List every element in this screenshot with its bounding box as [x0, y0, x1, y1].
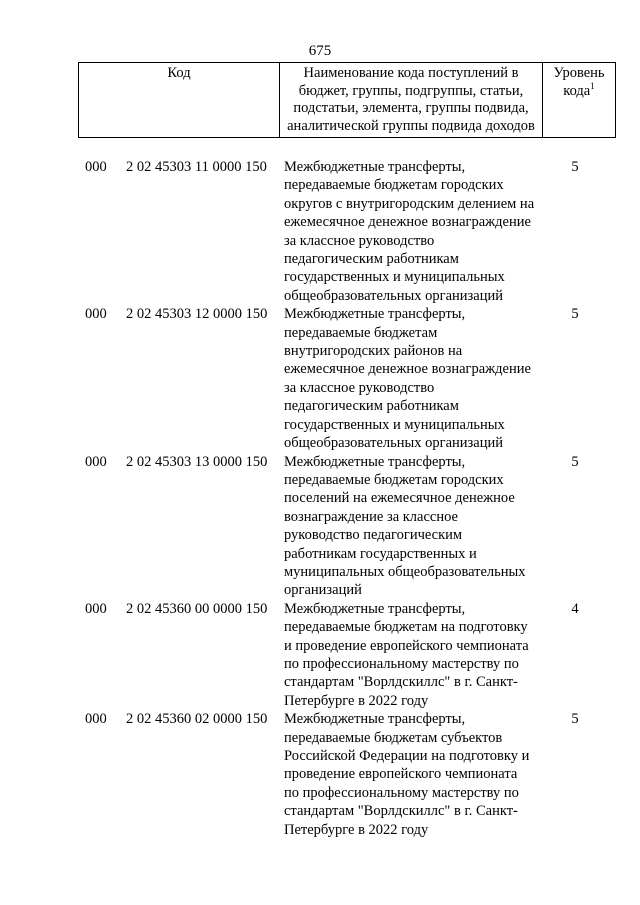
row-description	[284, 453, 536, 600]
row-description-line: муниципальных общеобразовательных	[284, 563, 526, 580]
page-number: 675	[308, 43, 332, 59]
row-description-line: педагогическим работникам	[284, 398, 459, 415]
row-description-line: Межбюджетные трансферты,	[284, 159, 466, 175]
row-description-line: Межбюджетные трансферты,	[284, 711, 466, 728]
row-description	[284, 305, 536, 452]
row-description-line: и проведение европейского чемпионата	[284, 637, 529, 654]
row-description-line: по профессиональному мастерству по	[284, 655, 519, 672]
table-row	[0, 453, 640, 600]
header-code: Код	[79, 63, 280, 138]
row-description-line: передаваемые бюджетам городских	[284, 177, 504, 194]
row-description-line: передаваемые бюджетам субъектов	[284, 729, 503, 746]
header-name: Наименование кода поступлений в бюджет, группы, подгруппы, статьи, подстатьи, элемента, группы подвида, аналитической группы подвида доходов	[280, 63, 543, 138]
row-level: 5	[571, 711, 579, 728]
row-level: 5	[571, 453, 579, 470]
row-description	[284, 158, 536, 305]
table-row	[0, 600, 640, 710]
row-description-line: общеобразовательных организаций	[284, 287, 503, 304]
header-level	[543, 63, 616, 138]
row-description	[284, 710, 536, 839]
row-description-line: стандартам "Ворлдскиллс" в г. Санкт-	[284, 674, 518, 691]
row-description-line: передаваемые бюджетам	[284, 324, 438, 341]
row-prefix: 000	[85, 600, 107, 617]
row-prefix: 000	[85, 453, 107, 470]
row-level: 5	[571, 306, 579, 323]
row-prefix: 000	[85, 711, 107, 728]
row-prefix: 000	[85, 159, 107, 175]
row-prefix: 000	[85, 306, 107, 323]
row-description-line: поселений на ежемесячное денежное	[284, 490, 515, 507]
row-description-line: по профессиональному мастерству по	[284, 784, 519, 801]
row-description-line: проведение европейского чемпионата	[284, 766, 518, 783]
row-code: 2 02 45303 13 0000 150	[126, 453, 268, 470]
row-code: 2 02 45360 02 0000 150	[126, 711, 268, 728]
row-description-line: внутригородских районов на	[284, 343, 463, 360]
header-level-label: Уровень кода	[553, 65, 605, 99]
row-description-line: Российской Федерации на подготовку и	[284, 748, 530, 764]
row-code: 2 02 45303 12 0000 150	[126, 306, 268, 323]
table-row	[0, 158, 640, 305]
row-description-line: педагогическим работникам	[284, 251, 459, 268]
row-description-line: за классное руководство	[284, 379, 435, 396]
row-description-line: Межбюджетные трансферты,	[284, 453, 466, 470]
row-description-line: стандартам "Ворлдскиллс" в г. Санкт-	[284, 803, 518, 820]
row-code: 2 02 45303 11 0000 150	[126, 159, 267, 175]
row-description-line: Межбюджетные трансферты,	[284, 306, 466, 323]
row-description-line: передаваемые бюджетам городских	[284, 471, 504, 488]
row-description-line: руководство педагогическим	[284, 527, 463, 544]
row-description-line: ежемесячное денежное вознаграждение	[284, 214, 531, 231]
header-level-footnote: 1	[590, 80, 595, 91]
row-level: 4	[571, 600, 579, 617]
row-description-line: округов с внутригородским делением на	[284, 195, 535, 212]
table-header	[78, 62, 616, 138]
row-description-line: Межбюджетные трансферты,	[284, 600, 466, 617]
row-description-line: Петербурге в 2022 году	[284, 821, 429, 838]
row-description-line: Петербурге в 2022 году	[284, 692, 429, 709]
row-description-line: государственных и муниципальных	[284, 269, 505, 286]
row-description-line: государственных и муниципальных	[284, 416, 505, 433]
table-row	[0, 305, 640, 452]
row-description	[284, 600, 536, 710]
row-code: 2 02 45360 00 0000 150	[126, 600, 268, 617]
table-body	[0, 158, 640, 839]
row-description-line: передаваемые бюджетам на подготовку	[284, 619, 528, 636]
row-description-line: организаций	[284, 582, 362, 599]
row-description-line: ежемесячное денежное вознаграждение	[284, 361, 531, 378]
row-level: 5	[571, 159, 579, 175]
row-description-line: работникам государственных и	[284, 545, 477, 562]
row-description-line: общеобразовательных организаций	[284, 435, 503, 452]
table-row	[0, 710, 640, 839]
row-description-line: вознаграждение за классное	[284, 508, 458, 525]
row-description-line: за классное руководство	[284, 232, 435, 249]
